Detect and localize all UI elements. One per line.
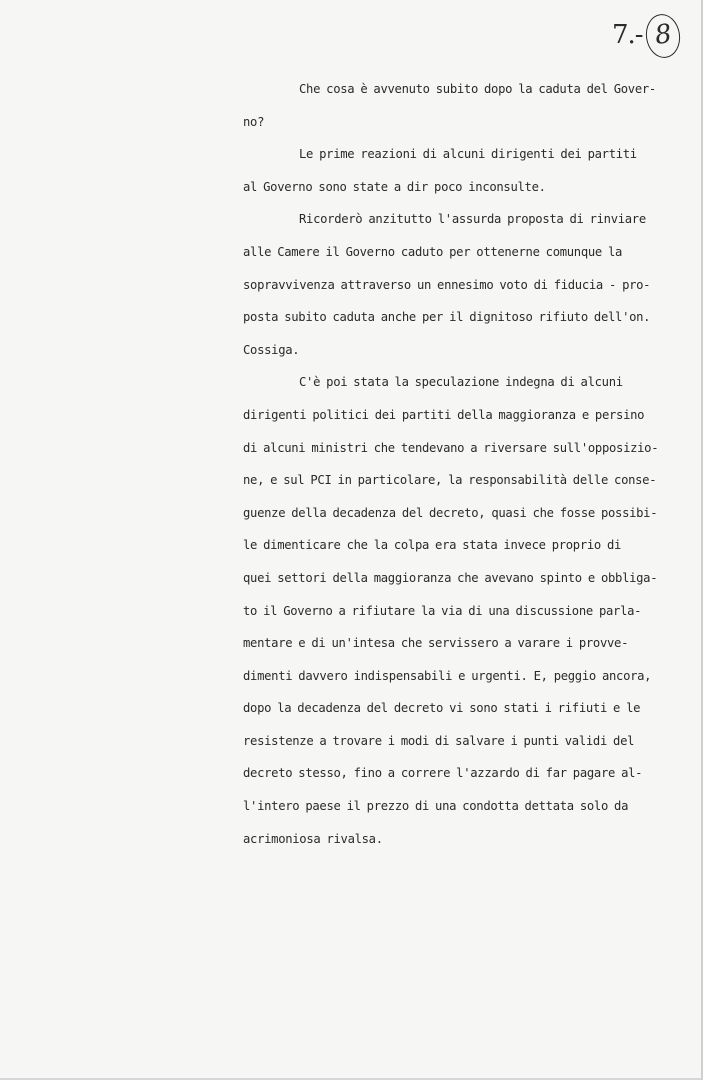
text-line: dopo la decadenza del decreto vi sono stati i rifiuti e le <box>243 701 641 716</box>
circled-page-number: 8 <box>643 12 683 60</box>
text-line: Le prime reazioni di alcuni dirigenti dei partiti <box>299 147 637 162</box>
page-number-prefix: 7.- <box>612 20 643 50</box>
text-line: Ricorderò anzitutto l'assurda proposta di rinviare <box>299 212 646 227</box>
text-line: sopravvivenza attraverso un ennesimo voto di fiducia - pro- <box>243 277 651 292</box>
text-line: al Governo sono state a dir poco inconsulte. <box>243 179 546 194</box>
text-line: dirigenti politici dei partiti della maggioranza e persino <box>243 407 645 422</box>
body-text <box>243 73 668 855</box>
text-line: acrimoniosa rivalsa. <box>243 831 383 846</box>
text-line: mentare e di un'intesa che servissero a varare i provve- <box>243 636 629 651</box>
text-line: dimenti davvero indispensabili e urgenti. E, peggio ancora, <box>243 668 652 683</box>
text-line: Che cosa è avvenuto subito dopo la caduta del Gover- <box>299 82 656 96</box>
text-line: ne, e sul PCI in particolare, la responsabilità delle conse- <box>243 473 657 488</box>
text-line: resistenze a trovare i modi di salvare i punti validi del <box>243 733 635 748</box>
text-line: C'è poi stata la speculazione indegna di alcuni <box>299 375 623 390</box>
text-line: le dimenticare che la colpa era stata invece proprio di <box>243 538 622 553</box>
text-line: quei settori della maggioranza che avevano spinto e obbliga- <box>243 570 658 585</box>
text-line: to il Governo a rifiutare la via di una discussione parla- <box>243 603 642 618</box>
text-line: di alcuni ministri che tendevano a riversare sull'opposizio- <box>243 440 659 455</box>
text-line: alle Camere il Governo caduto per ottenerne comunque la <box>243 244 623 259</box>
text-line: posta subito caduta anche per il dignitoso rifiuto dell'on. <box>243 310 651 325</box>
text-line: Cossiga. <box>243 342 300 357</box>
text-line: l'intero paese il prezzo di una condotta dettata solo da <box>243 799 629 814</box>
text-line: decreto stesso, fino a correre l'azzardo di far pagare al- <box>243 766 643 781</box>
page-number <box>612 14 680 58</box>
text-line: guenze della decadenza del decreto, quasi che fosse possibi- <box>243 505 658 520</box>
text-line: no? <box>243 114 265 129</box>
